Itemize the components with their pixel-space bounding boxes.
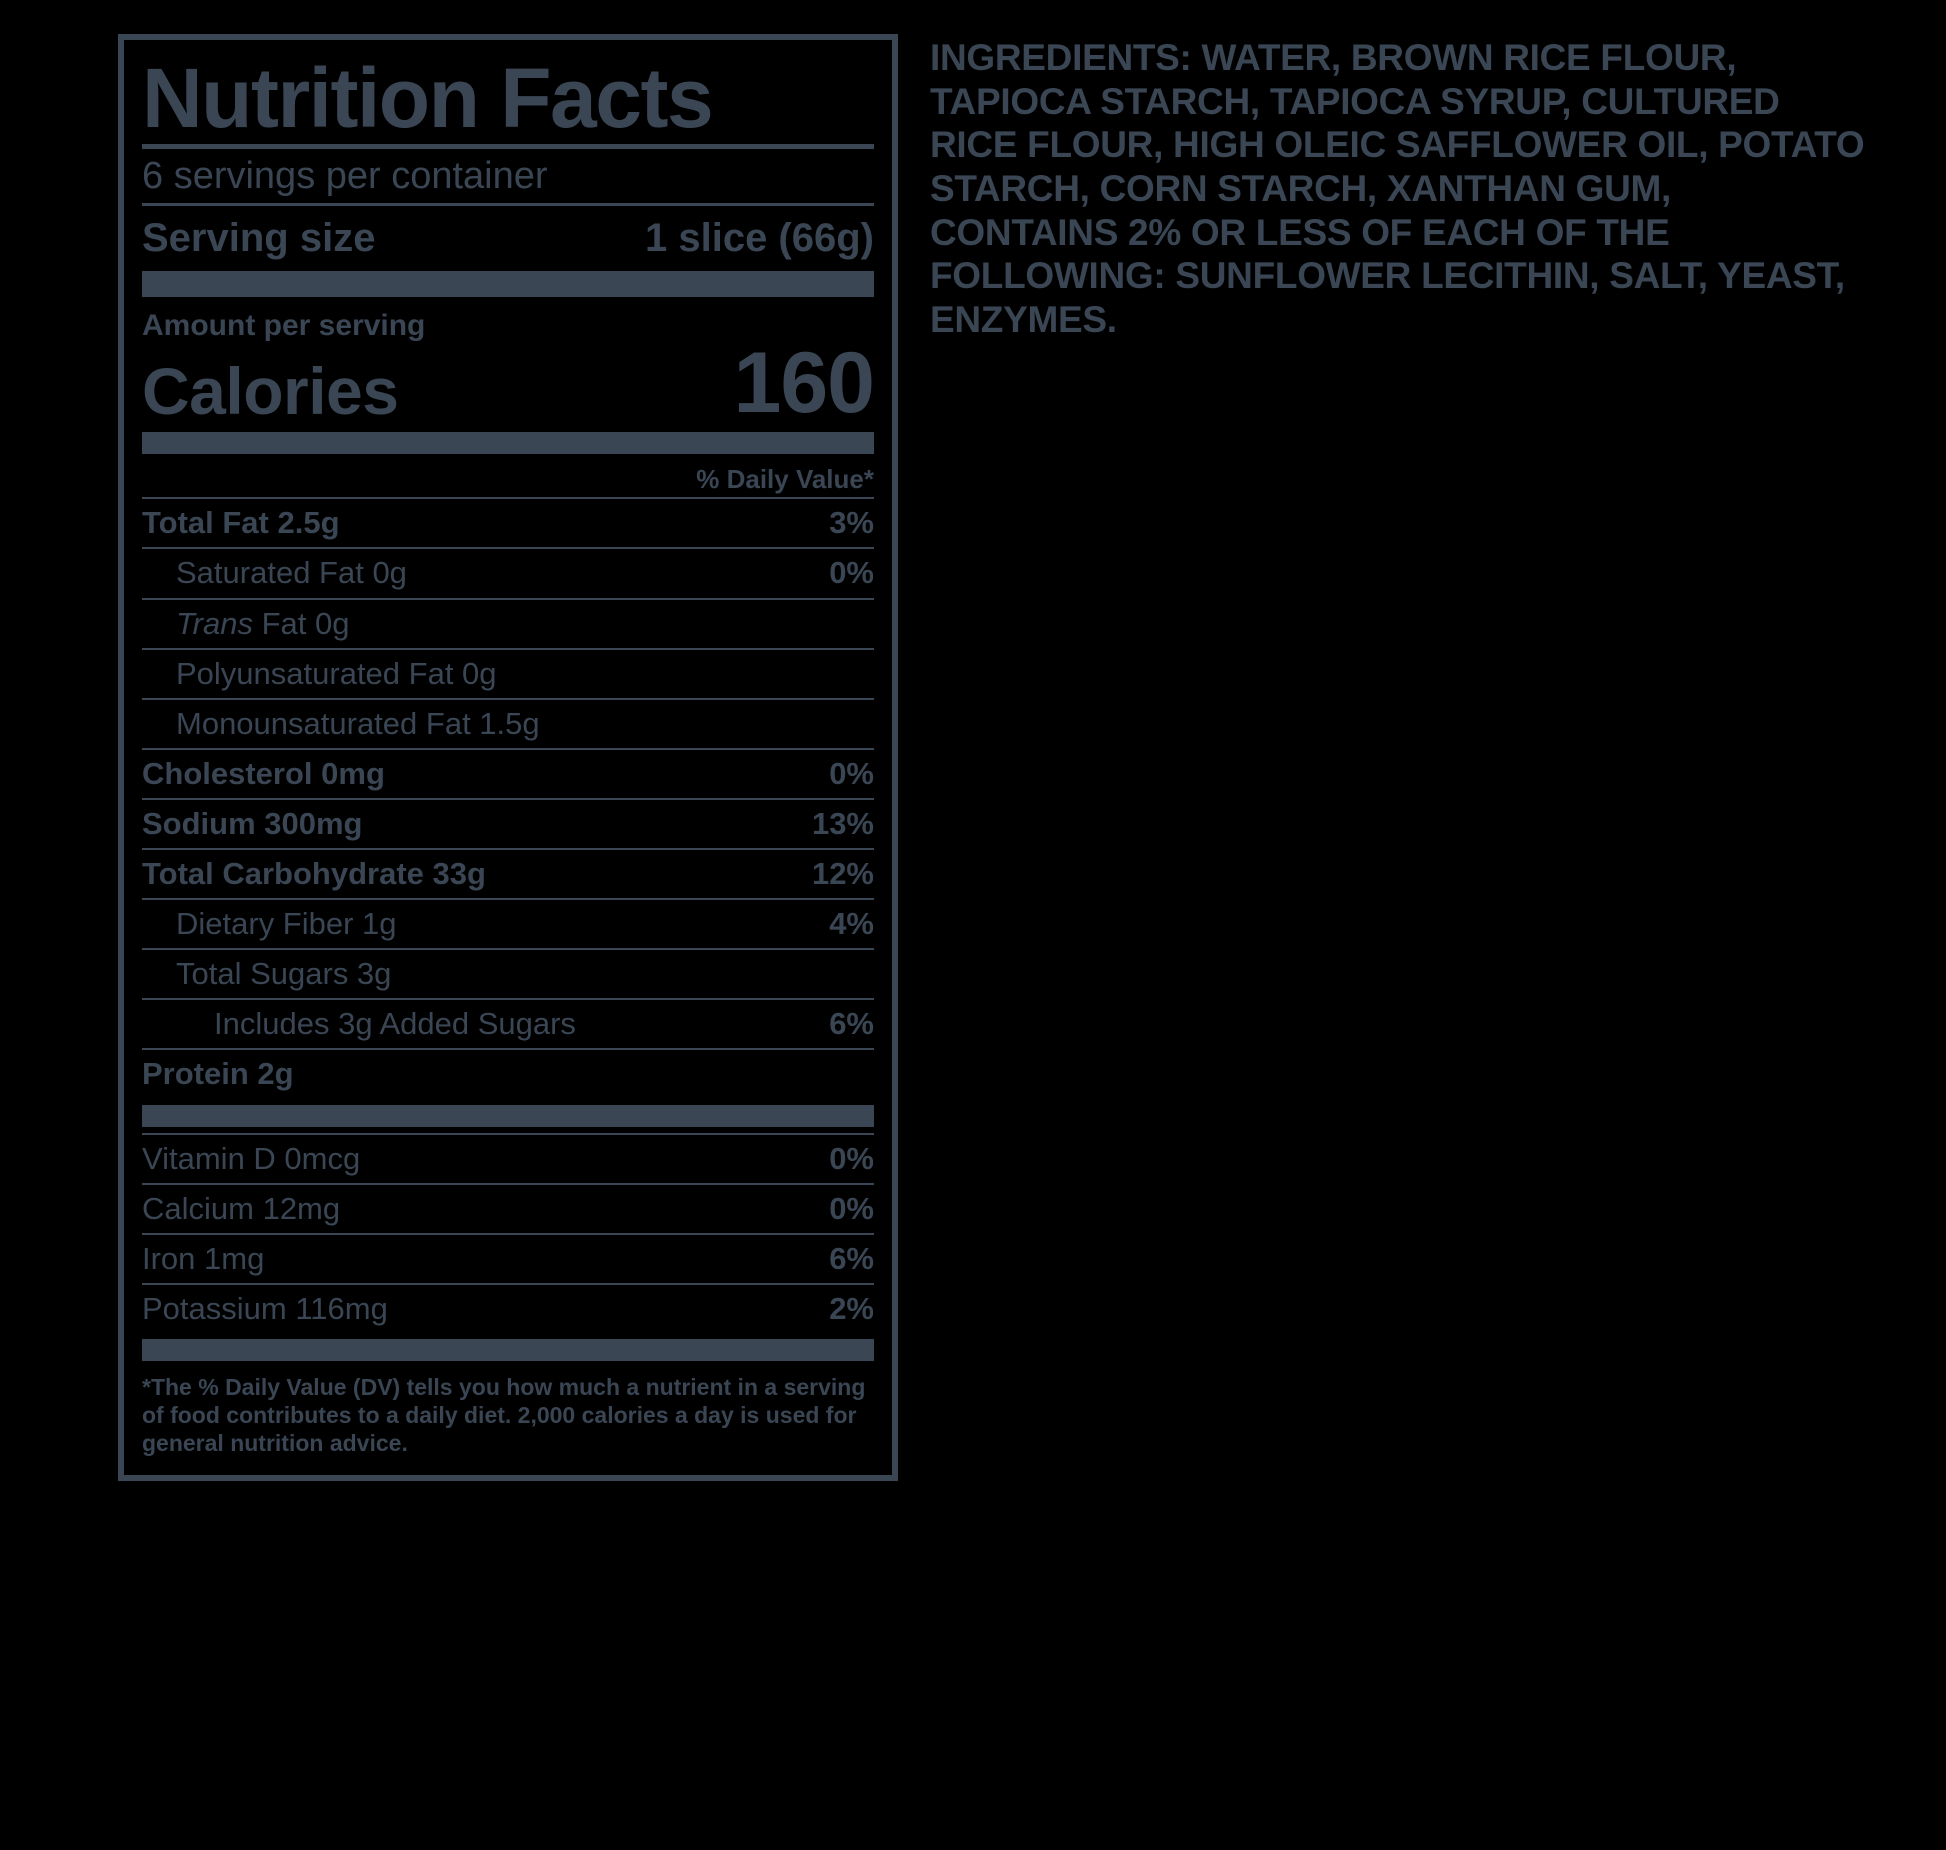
nutrient-percent: 0% [829, 1190, 874, 1226]
amount-per-serving-label: Amount per serving [142, 308, 426, 342]
nutrient-percent: 0% [829, 755, 874, 791]
thick-divider [142, 271, 874, 297]
nutrient-percent: 13% [811, 805, 874, 841]
ingredients-text: INGREDIENTS: WATER, BROWN RICE FLOUR, TAPIOCA STARCH, TAPIOCA SYRUP, CULTURED RICE FLOUR, HIGH OLEIC SAFFLOWER OIL, POTATO STARCH, CORN STARCH, XANTHAN GUM, CONTAINS 2% OR LESS OF EACH OF THE FOLLOWING: SUNFLOWER LECITHIN, SALT, YEAST, ENZYMES. [930, 37, 1865, 340]
nutrient-name: Total Carbohydrate 33g [142, 856, 486, 892]
serving-size-row [142, 210, 874, 265]
nutrient-percent: 0% [829, 1140, 874, 1176]
nutrient-name: Monounsaturated Fat 1.5g [176, 705, 540, 741]
nutrient-name: Includes 3g Added Sugars [214, 1006, 576, 1042]
nutrient-percent: 4% [829, 906, 874, 942]
servings-per-container: 6 servings per container [142, 155, 548, 197]
table-row [142, 1183, 874, 1233]
table-row [142, 948, 874, 998]
calories-value: 160 [733, 334, 874, 431]
nutrient-percent: 3% [829, 505, 874, 541]
nutrition-facts-panel [118, 34, 898, 1481]
daily-value-header: % Daily Value* [696, 464, 874, 495]
daily-value-footnote: *The % Daily Value (DV) tells you how much a nutrient in a serving of food contributes to a daily diet. 2,000 calories a day is used for general nutrition advice. [142, 1373, 866, 1456]
page-title: Nutrition Facts [142, 51, 713, 145]
table-row [142, 497, 874, 547]
nutrient-name: Vitamin D 0mcg [142, 1140, 361, 1176]
serving-size-value: 1 slice (66g) [644, 215, 874, 260]
table-row [142, 598, 874, 648]
table-row [142, 748, 874, 798]
table-row [142, 1283, 874, 1333]
nutrient-name [142, 607, 349, 641]
calories-row [142, 334, 874, 431]
table-row [142, 1048, 874, 1098]
nutrient-percent: 0% [829, 555, 874, 591]
nutrient-percent: 6% [829, 1240, 874, 1276]
table-row [142, 698, 874, 748]
trans-italic: Trans [176, 605, 253, 641]
table-row [142, 848, 874, 898]
calories-label: Calories [142, 354, 399, 429]
thick-divider [142, 1339, 874, 1361]
nutrient-percent: 6% [829, 1006, 874, 1042]
nutrient-name: Saturated Fat 0g [176, 555, 407, 591]
nutrient-name: Sodium 300mg [142, 805, 363, 841]
table-row [142, 648, 874, 698]
nutrient-name: Iron 1mg [142, 1240, 265, 1276]
table-row [142, 798, 874, 848]
nutrient-name: Total Sugars 3g [176, 956, 392, 992]
table-row [142, 898, 874, 948]
table-row [142, 998, 874, 1048]
nutrient-percent: 2% [829, 1290, 874, 1326]
nutrient-name: Potassium 116mg [142, 1290, 388, 1326]
nutrient-name: Cholesterol 0mg [142, 755, 385, 791]
nutrient-name: Calcium 12mg [142, 1190, 341, 1226]
table-row [142, 1233, 874, 1283]
divider [142, 203, 874, 206]
table-row [142, 547, 874, 597]
thick-divider [142, 432, 874, 454]
nutrient-name: Dietary Fiber 1g [176, 906, 397, 942]
table-row [142, 1133, 874, 1183]
thick-divider [142, 1105, 874, 1127]
serving-size-label: Serving size [142, 215, 376, 260]
trans-rest: Fat 0g [252, 605, 350, 641]
nutrient-percent: 12% [811, 856, 874, 892]
nutrient-name: Protein 2g [142, 1056, 294, 1092]
nutrient-name: Polyunsaturated Fat 0g [176, 655, 497, 691]
nutrient-name: Total Fat 2.5g [142, 505, 340, 541]
